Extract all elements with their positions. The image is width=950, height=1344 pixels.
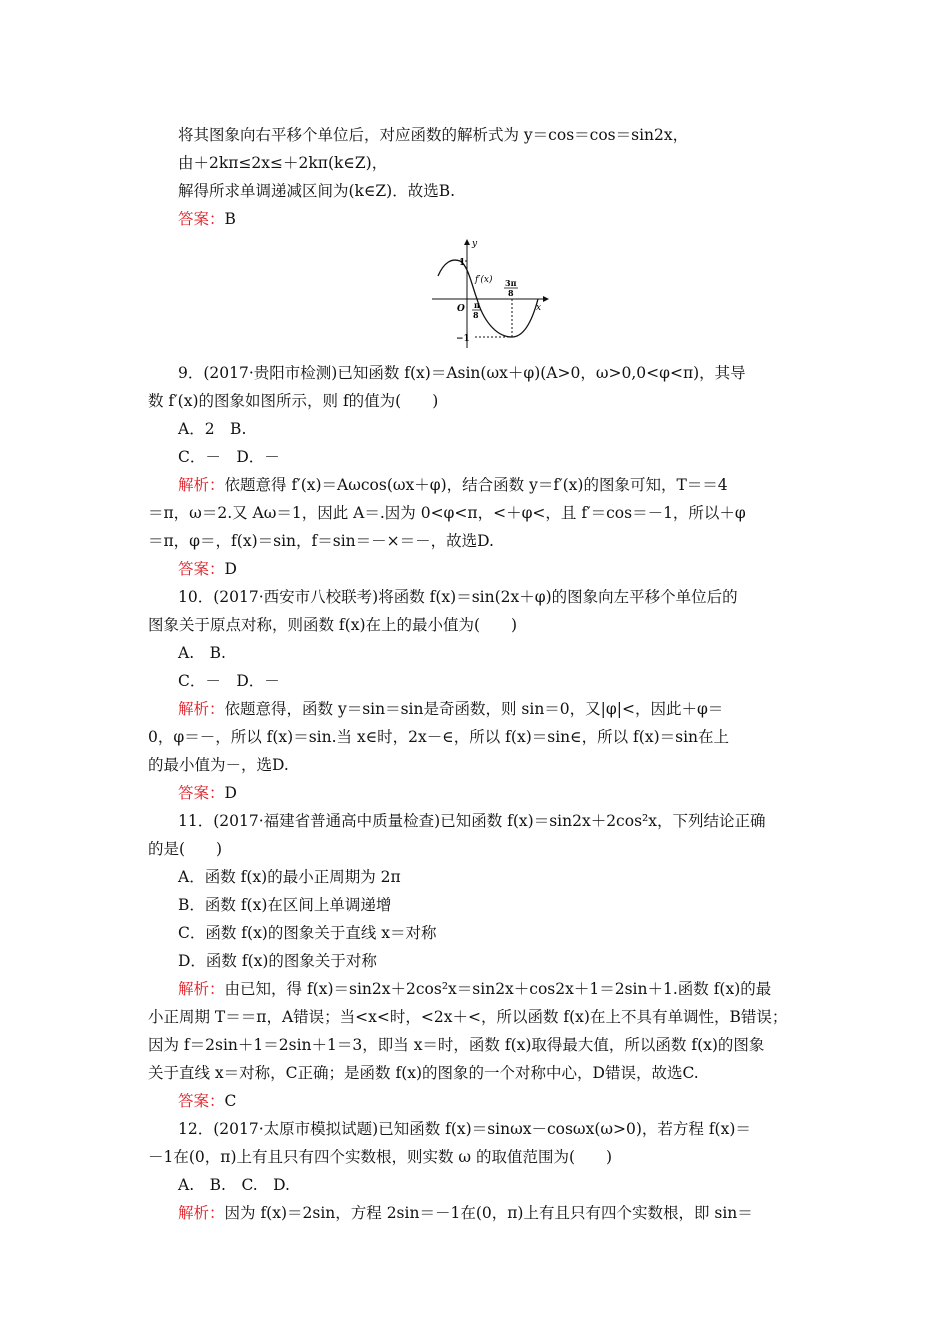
text-line: 因为 f＝2sin＋1＝2sin＋1＝3，即当 x＝时，函数 f(x)取得最大值，所以函数 f(x)的图象 [148, 1036, 765, 1054]
text-line: C．－ D．－ [178, 672, 280, 690]
text-line: 小正周期 T＝＝π，A错误；当<x<时，<2x＋<，所以函数 f(x)在上不具有单调性，B错误； [148, 1008, 788, 1026]
text-line: 11．(2017·福建省普通高中质量检查)已知函数 f(x)＝sin2x＋2cos²x，下列结论正确 [178, 812, 766, 830]
analysis-label: 解析： [178, 476, 225, 494]
text-line: ＝π，φ＝，f(x)＝sin，f＝sin＝－×＝－，故选D. [148, 532, 494, 550]
answer-label: 答案： [178, 210, 225, 228]
answer-line: 答案：D [178, 784, 237, 802]
text-line: A．2 B. [178, 420, 247, 438]
answer-value: B [224, 210, 236, 228]
tick-one: 1 [459, 258, 466, 268]
analysis-label: 解析： [178, 980, 225, 998]
text-line: C．－ D．－ [178, 448, 280, 466]
text-line: 将其图象向右平移个单位后，对应函数的解析式为 y＝cos＝cos＝sin2x， [178, 126, 689, 144]
tick-3pi8-num: 3π [505, 278, 517, 288]
y-axis-label: y [472, 239, 478, 249]
text-line: A. B. C. D. [178, 1176, 290, 1194]
answer-line: 答案：D [178, 560, 237, 578]
text-line: 的最小值为－，选D. [148, 756, 289, 774]
text-line: 关于直线 x＝对称，C正确；是函数 f(x)的图象的一个对称中心，D错误，故选C. [148, 1064, 699, 1082]
tick-pi8-num: π [474, 300, 480, 310]
tick-neg-one: −1 [456, 334, 470, 344]
x-axis-label: x [536, 303, 542, 313]
derivative-graph [430, 236, 560, 352]
analysis-line: 解析：依题意得 f′(x)＝Aωcos(ωx＋φ)，结合函数 y＝f′(x)的图象可知，T＝＝4 [178, 476, 728, 494]
analysis-label: 解析： [178, 1204, 225, 1222]
text-line: 9．(2017·贵阳市检测)已知函数 f(x)＝Asin(ωx＋φ)(A>0，ω>0,0<φ<π)，其导 [178, 364, 746, 382]
text-line: 12．(2017·太原市模拟试题)已知函数 f(x)＝sinωx－cosωx(ω>0)，若方程 f(x)＝ [178, 1120, 751, 1138]
text-line: 0，φ＝－，所以 f(x)＝sin.当 x∈时，2x－∈，所以 f(x)＝sin∈，所以 f(x)＝sin在上 [148, 728, 730, 746]
text-line: 的是( ) [148, 840, 223, 858]
answer-line [178, 209, 236, 229]
text-line: B．函数 f(x)在区间上单调递增 [178, 896, 392, 914]
text-line: 数 f′(x)的图象如图所示，则 f的值为( ) [148, 392, 439, 410]
curve-label: f′(x) [475, 275, 493, 285]
text-line: A．函数 f(x)的最小正周期为 2π [178, 868, 401, 886]
origin-label: O [457, 304, 465, 314]
text-line: 图象关于原点对称，则函数 f(x)在上的最小值为( ) [148, 616, 518, 634]
text-line: 10．(2017·西安市八校联考)将函数 f(x)＝sin(2x＋φ)的图象向左平移个单位后的 [178, 588, 738, 606]
text-line: D．函数 f(x)的图象关于对称 [178, 952, 377, 970]
analysis-line: 解析：由已知，得 f(x)＝sin2x＋2cos²x＝sin2x＋cos2x＋1＝2sin＋1.函数 f(x)的最 [178, 980, 772, 998]
text-line: 解得所求单调递减区间为(k∈Z)．故选B. [178, 182, 456, 200]
text-line: ＝π，ω＝2.又 Aω＝1，因此 A＝.因为 0<φ<π，<＋φ<，且 f′＝cos＝－1，所以＋φ [148, 504, 746, 522]
answer-line: 答案：C [178, 1092, 237, 1110]
text-line: 由＋2kπ≤2x≤＋2kπ(k∈Z)， [178, 154, 388, 172]
text-line: －1在(0，π)上有且只有四个实数根，则实数 ω 的取值范围为( ) [148, 1148, 613, 1166]
analysis-line: 解析：依题意得，函数 y＝sin＝sin是奇函数，则 sin＝0，又|φ|<，因此＋φ＝ [178, 700, 724, 718]
answer-label: 答案： [178, 560, 225, 578]
analysis-line: 解析：因为 f(x)＝2sin，方程 2sin＝－1在(0，π)上有且只有四个实数根，即 sin＝ [178, 1204, 753, 1222]
answer-label: 答案： [178, 784, 225, 802]
tick-pi8-den: 8 [473, 310, 479, 320]
answer-label: 答案： [178, 1092, 225, 1110]
analysis-label: 解析： [178, 700, 225, 718]
text-line: A. B. [178, 644, 226, 662]
text-line: C．函数 f(x)的图象关于直线 x＝对称 [178, 924, 437, 942]
tick-3pi8-den: 8 [508, 288, 514, 298]
